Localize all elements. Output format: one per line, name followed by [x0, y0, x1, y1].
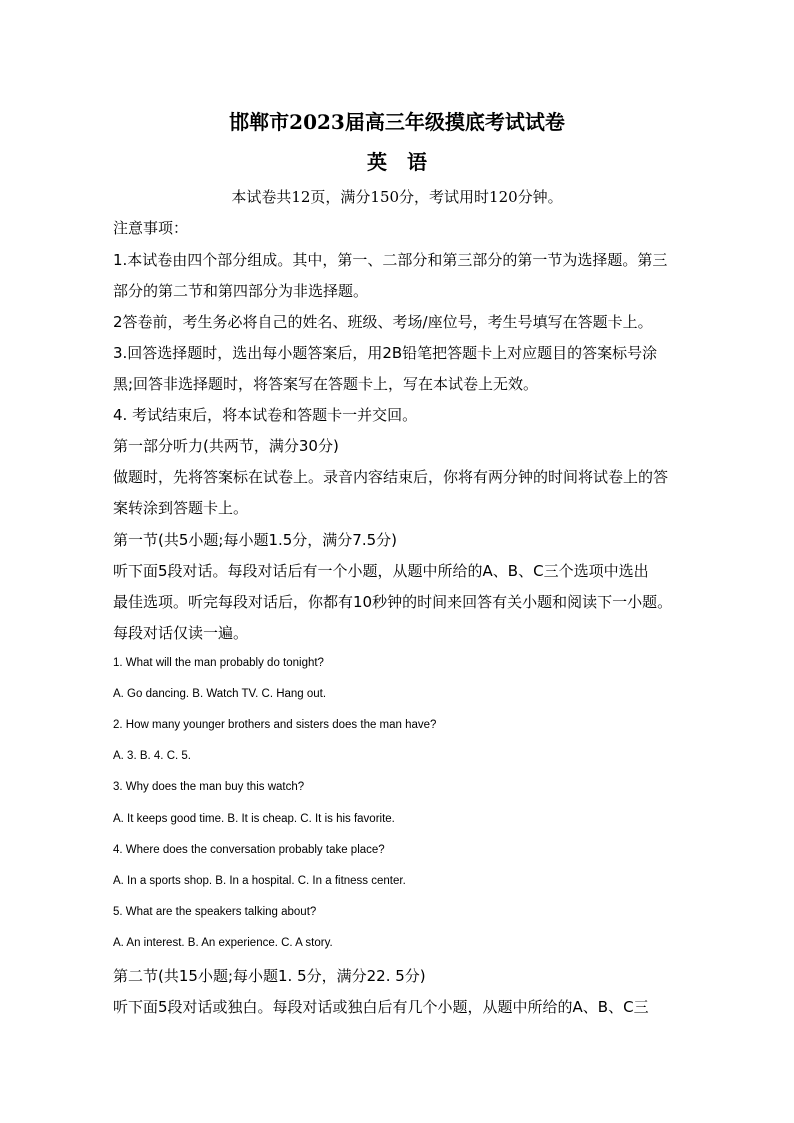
question-options: A. In a sports shop. B. In a hospital. C. In a fitness center. [113, 875, 406, 887]
question-text: 1. What will the man probably do tonight? [113, 657, 324, 669]
question-text: 3. Why does the man buy this watch? [113, 781, 305, 793]
note-line: 1.本试卷由四个部分组成。其中，第一、二部分和第三部分的第一节为选择题。第三 [113, 251, 668, 269]
question-options: A. An interest. B. An experience. C. A story. [113, 937, 333, 949]
instruction-line: 听下面5段对话或独白。每段对话或独白后有几个小题，从题中所给的A、B、C三 [113, 998, 649, 1016]
exam-title: 邯郸市2023届高三年级摸底考试试卷 [229, 110, 565, 134]
section2-heading: 第二节(共15小题;每小题1. 5分，满分22. 5分) [113, 967, 426, 985]
note-line: 2答卷前，考生务必将自己的姓名、班级、考场/座位号，考生号填写在答题卡上。 [113, 313, 653, 331]
section1-heading: 第一节(共5小题;每小题1.5分，满分7.5分) [113, 531, 398, 549]
part1-heading: 第一部分听力(共两节，满分30分) [113, 437, 339, 455]
question-text: 4. Where does the conversation probably take place? [113, 844, 385, 856]
question-text: 2. How many younger brothers and sisters does the man have? [113, 719, 437, 731]
notes-heading: 注意事项： [113, 219, 189, 237]
question-text: 5. What are the speakers talking about? [113, 906, 317, 918]
note-line: 部分的第二节和第四部分为非选择题。 [113, 282, 369, 300]
instruction-line: 案转涂到答题卡上。 [113, 499, 249, 517]
note-line: 3.回答选择题时，选出每小题答案后，用2B铅笔把答题卡上对应题目的答案标号涂 [113, 344, 658, 362]
question-options: A. It keeps good time. B. It is cheap. C. It is his favorite. [113, 813, 395, 825]
instruction-line: 最佳选项。听完每段对话后，你都有10秒钟的时间来回答有关小题和阅读下一小题。 [113, 593, 673, 611]
note-line: 黑;回答非选择题时，将答案写在答题卡上，写在本试卷上无效。 [113, 375, 539, 393]
instruction-line: 做题时，先将答案标在试卷上。录音内容结束后，你将有两分钟的时间将试卷上的答 [113, 468, 669, 486]
question-options: A. Go dancing. B. Watch TV. C. Hang out. [113, 688, 327, 700]
note-line: 4. 考试结束后，将本试卷和答题卡一并交回。 [113, 406, 418, 424]
instruction-line: 听下面5段对话。每段对话后有一个小题，从题中所给的A、B、C三个选项中选出 [113, 562, 649, 580]
subject-title: 英 语 [367, 150, 427, 174]
question-options: A. 3. B. 4. C. 5. [113, 750, 191, 762]
exam-summary: 本试卷共12页，满分150分，考试用时120分钟。 [231, 188, 563, 206]
instruction-line: 每段对话仅读一遍。 [113, 624, 249, 642]
